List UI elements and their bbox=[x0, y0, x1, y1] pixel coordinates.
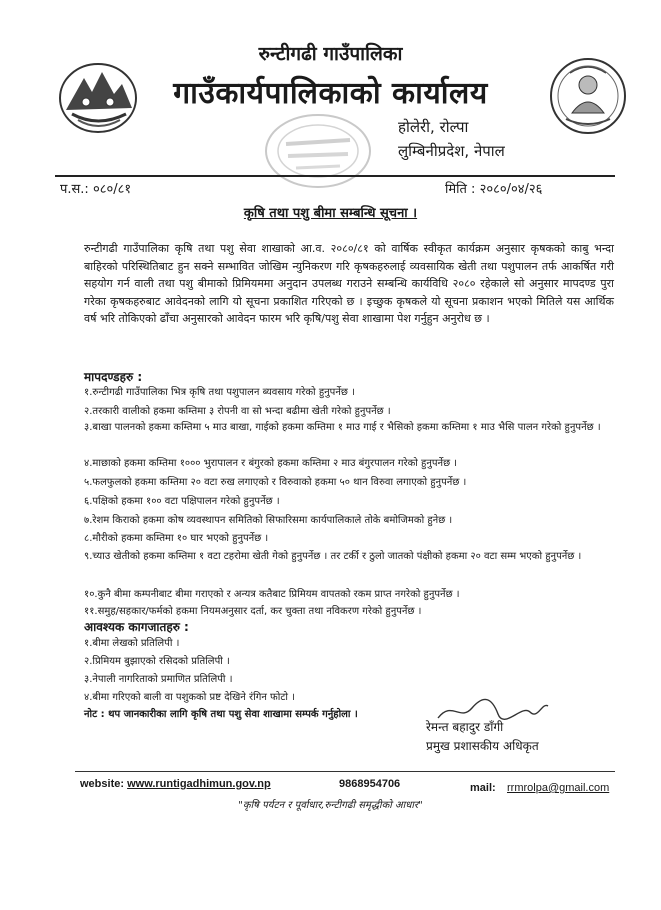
criteria-item: ५.फलफुलको हकमा कम्तिमा २० वटा रुख लगाएको र विरुवाको हकमा ५० थान विरुवा लगाएको हुनुपर्नेछ । bbox=[84, 477, 467, 488]
criteria-item: २.तरकारी वालीको हकमा कम्तिमा ३ रोपनी वा सो भन्दा बढीमा खेती गरेको हुनुपर्नेछ । bbox=[84, 406, 391, 417]
criteria-item: ३.बाखा पालनको हकमा कम्तिमा ५ माउ बाखा, गाईको हकमा कम्तिमा १ माउ गाई र भैसिको हकमा कम्तिमा १ माउ भैसि पालन गरेको हुनुपर्नेछ । bbox=[84, 422, 601, 433]
notice-subject: कृषि तथा पशु बीमा सम्बन्धि सूचना । bbox=[243, 206, 418, 221]
criteria-title: मापदण्डहरु : bbox=[84, 370, 143, 384]
signatory-name: रेमन्त बहादुर डाँगी bbox=[426, 720, 504, 734]
email-link[interactable]: rrmrolpa@gmail.com bbox=[507, 782, 610, 794]
criteria-item: ६.पक्षिको हकमा १०० वटा पक्षिपालन गरेको हुनुपर्नेछ । bbox=[84, 496, 280, 507]
signatory-title: प्रमुख प्रशासकीय अधिकृत bbox=[426, 739, 539, 753]
header-divider bbox=[55, 175, 615, 177]
address-line-1: होलेरी, रोल्पा bbox=[398, 118, 469, 136]
criteria-item: ९.च्याउ खेतीको हकमा कम्तिमा १ वटा टहरोमा खेती गेको हुनुपर्नेछ । तर टर्की र ठुलो जातको पंक्षीको हकमा २० वटा सम्म भएको हुनुपर्नेछ । bbox=[84, 551, 582, 562]
note: नोट : थप जानकारीका लागि कृषि तथा पशु सेवा शाखामा सम्पर्क गर्नुहोला । bbox=[84, 709, 358, 720]
document-item: २.प्रिमियम बुझाएको रसिदको प्रतिलिपी । bbox=[84, 656, 230, 667]
office-name: गाउँकार्यपालिकाको कार्यालय bbox=[173, 76, 488, 111]
municipality-seal-icon bbox=[548, 55, 628, 137]
criteria-item: १.रुन्टीगढी गाउँपालिका भित्र कृषि तथा पशुपालन ब्यवसाय गरेको हुनुपर्नेछ । bbox=[84, 387, 355, 398]
footer-website bbox=[80, 778, 271, 790]
footer-tagline: "कृषि पर्यटन र पूर्वाधार,रुन्टीगढी समृद्धीको आधार" bbox=[238, 800, 423, 811]
documents-title: आवश्यक कागजातहरु : bbox=[84, 620, 189, 634]
criteria-item: ११.समुह/सहकार/फर्मको हकमा नियमअनुसार दर्ता, कर चुक्ता तथा नविकरण गरेको हुनुपर्नेछ । bbox=[84, 606, 422, 617]
municipality-name: रुन्टीगढी गाउँपालिका bbox=[258, 43, 403, 65]
document-item: ४.बीमा गरिएको बाली वा पशुकको प्रष्ट देखिने रंगिन फोटो । bbox=[84, 692, 295, 703]
website-link[interactable]: www.runtigadhimun.gov.np bbox=[127, 778, 271, 790]
criteria-item: ७.रेशम किराको हकमा कोष व्यवस्थापन समितिको सिफारिसमा कार्यपालिकाले तोके बमोजिमको हुनेछ । bbox=[84, 515, 453, 526]
notice-body: रुन्टीगढी गाउँपालिका कृषि तथा पशु सेवा शाखाको आ.व. २०८०/८१ को वार्षिक स्वीकृत कार्यक्रम अनुसार कृषकको काबु भन्दा बाहिरको परिस्थितिबाट हुन सक्ने सम्भावित जोखिम न्युनिकरण गरि कृषकहरुलाई व्यवसायिक खेती तथा पशुपालन तर्फ आकर्षित गरी सहयोग गर्न वाली तथा पशु बीमाको प्रिमियममा अनुदान उपलब्ध गराउने सम्बन्धि कार्यविधि २०८० रहेकाले सो अनुसार मापदण्ड पुरा गरेका कृषकहरुबाट आवेदनको लागि यो सूचना प्रकाशित गरिएको छ । इच्छुक कृषकले यो सूचना प्रकाशन भएको मितिले यस आर्थिक वर्ष भरि तोकिएको ढाँचा अनुसारको आवेदन फारम भरि कृषि/पशु सेवा शाखामा पेश गर्नुहुन अनुरोध छ । bbox=[84, 242, 614, 325]
address-line-2: लुम्बिनीप्रदेश, नेपाल bbox=[398, 142, 505, 160]
footer-phone: 9868954706 bbox=[339, 778, 401, 790]
mail-label: mail: bbox=[470, 782, 496, 794]
criteria-item: ४.माछाको हकमा कम्तिमा १००० भुरापालन र बंगुरको हकमा कम्तिमा २ माउ बंगुरपालन गरेको हुनुपर्नेछ । bbox=[84, 458, 458, 469]
reference-number: प.स.: ०८०/८१ bbox=[60, 182, 132, 197]
criteria-item: १०.कुनै बीमा कम्पनीबाट बीमा गराएको र अन्यत्र कतैबाट प्रिमियम वापतको रकम प्राप्त नगरेको हुनुपर्नेछ । bbox=[84, 589, 460, 600]
office-stamp-icon bbox=[262, 110, 374, 192]
website-label: website: bbox=[80, 778, 125, 790]
criteria-item: ८.मौरीको हकमा कम्तिमा १० घार भएको हुनुपर्नेछ । bbox=[84, 533, 269, 544]
footer-divider bbox=[75, 771, 615, 772]
document-item: १.बीमा लेखको प्रतिलिपी । bbox=[84, 638, 180, 649]
document-item: ३.नेपाली नागरिताको प्रमाणित प्रतिलिपी । bbox=[84, 674, 233, 685]
notice-date: मिति : २०८०/०४/२६ bbox=[445, 182, 543, 197]
